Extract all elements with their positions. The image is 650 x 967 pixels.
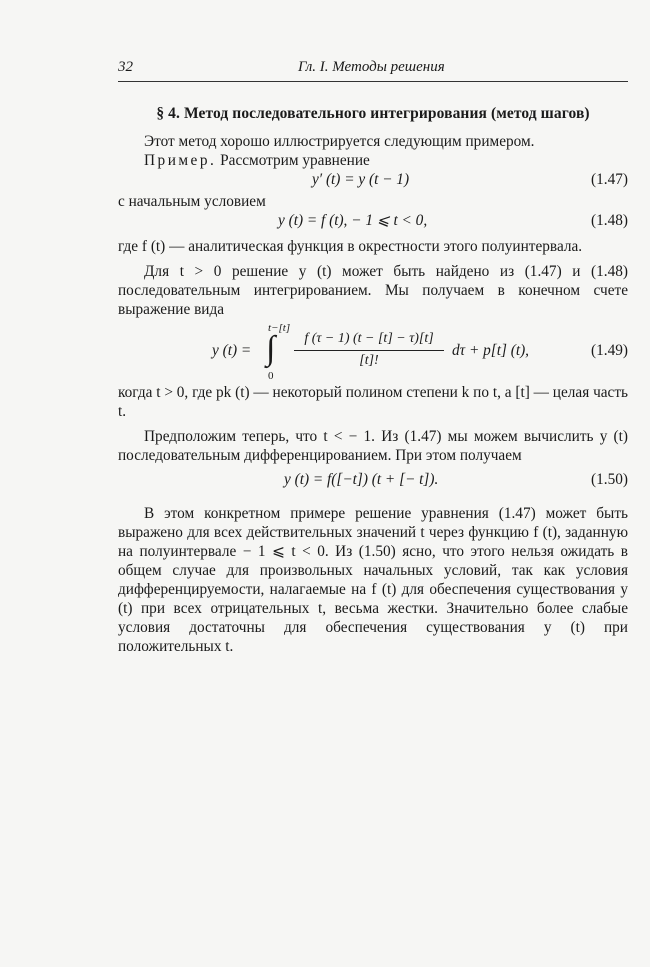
integral-sign: ∫ bbox=[266, 330, 276, 367]
fraction-numerator: f (τ − 1) (t − [t] − τ)[t] bbox=[304, 331, 434, 346]
fraction-denominator: [t]! bbox=[359, 353, 379, 368]
paragraph-where: где f (t) — аналитическая функция в окрестности этого полуинтервала. bbox=[118, 238, 583, 255]
header-rule bbox=[118, 81, 628, 82]
paragraph-positive-t: Для t > 0 решение y (t) может быть найдено из (1.47) и (1.48) последовательным интегрированием. Мы получаем в конечном счете выражение вида bbox=[118, 263, 628, 318]
equation-1-48-body: y (t) = f (t), − 1 ⩽ t < 0, bbox=[278, 212, 428, 229]
integrand-fraction bbox=[294, 329, 444, 370]
example-label: Пример. bbox=[144, 152, 217, 169]
paragraph-example bbox=[118, 151, 628, 170]
running-title: Гл. I. Методы решения bbox=[298, 59, 445, 75]
equation-1-48 bbox=[118, 211, 628, 233]
paragraph-conclusion: В этом конкретном примере решение уравнения (1.47) может быть выражено для всех действительных значений t через функцию f (t), заданную на полуинтервале − 1 ⩽ t < 0. Из (1.50) ясно, что этого нельзя ожидать в общем случае для произвольных начальных условий, так как условия дифференцируемости, налагаемые на f (t) для обеспечения существования y (t) при всех отрицательных t, весьма жестки. Значительно более слабые условия достаточны для обеспечения существования y (t) при положительных t. bbox=[118, 505, 628, 655]
running-header bbox=[118, 56, 628, 78]
integral-upper-limit: t−[t] bbox=[268, 322, 291, 334]
section-heading: § 4. Метод последовательного интегрирования (метод шагов) bbox=[156, 105, 590, 122]
paragraph-intro: Этот метод хорошо иллюстрируется следующим примером. bbox=[144, 133, 535, 150]
equation-1-49-tag: (1.49) bbox=[591, 342, 628, 359]
equation-1-50-body: y (t) = f([−t]) (t + [− t]). bbox=[284, 471, 439, 488]
equation-1-49-lhs: y (t) = bbox=[212, 342, 252, 359]
equation-1-47 bbox=[118, 170, 628, 192]
paragraph-initial-condition: с начальным условием bbox=[118, 193, 266, 210]
page bbox=[118, 56, 628, 656]
paragraph-negative-t: Предположим теперь, что t < − 1. Из (1.47) мы можем вычислить y (t) последовательным дифференцированием. При этом получаем bbox=[118, 428, 628, 464]
page-number: 32 bbox=[118, 59, 133, 75]
equation-1-49 bbox=[118, 321, 628, 381]
equation-1-49-rest: dτ + p[t] (t), bbox=[452, 342, 529, 359]
equation-1-50 bbox=[118, 470, 628, 492]
example-text: Рассмотрим уравнение bbox=[220, 152, 370, 169]
equation-1-47-tag: (1.47) bbox=[591, 171, 628, 188]
integral-lower-limit: 0 bbox=[268, 370, 274, 382]
equation-1-48-tag: (1.48) bbox=[591, 212, 628, 229]
paragraph-when: когда t > 0, где pk (t) — некоторый полином степени k по t, а [t] — целая часть t. bbox=[118, 384, 628, 420]
equation-1-50-tag: (1.50) bbox=[591, 471, 628, 488]
equation-1-47-body: y′ (t) = y (t − 1) bbox=[312, 171, 410, 188]
